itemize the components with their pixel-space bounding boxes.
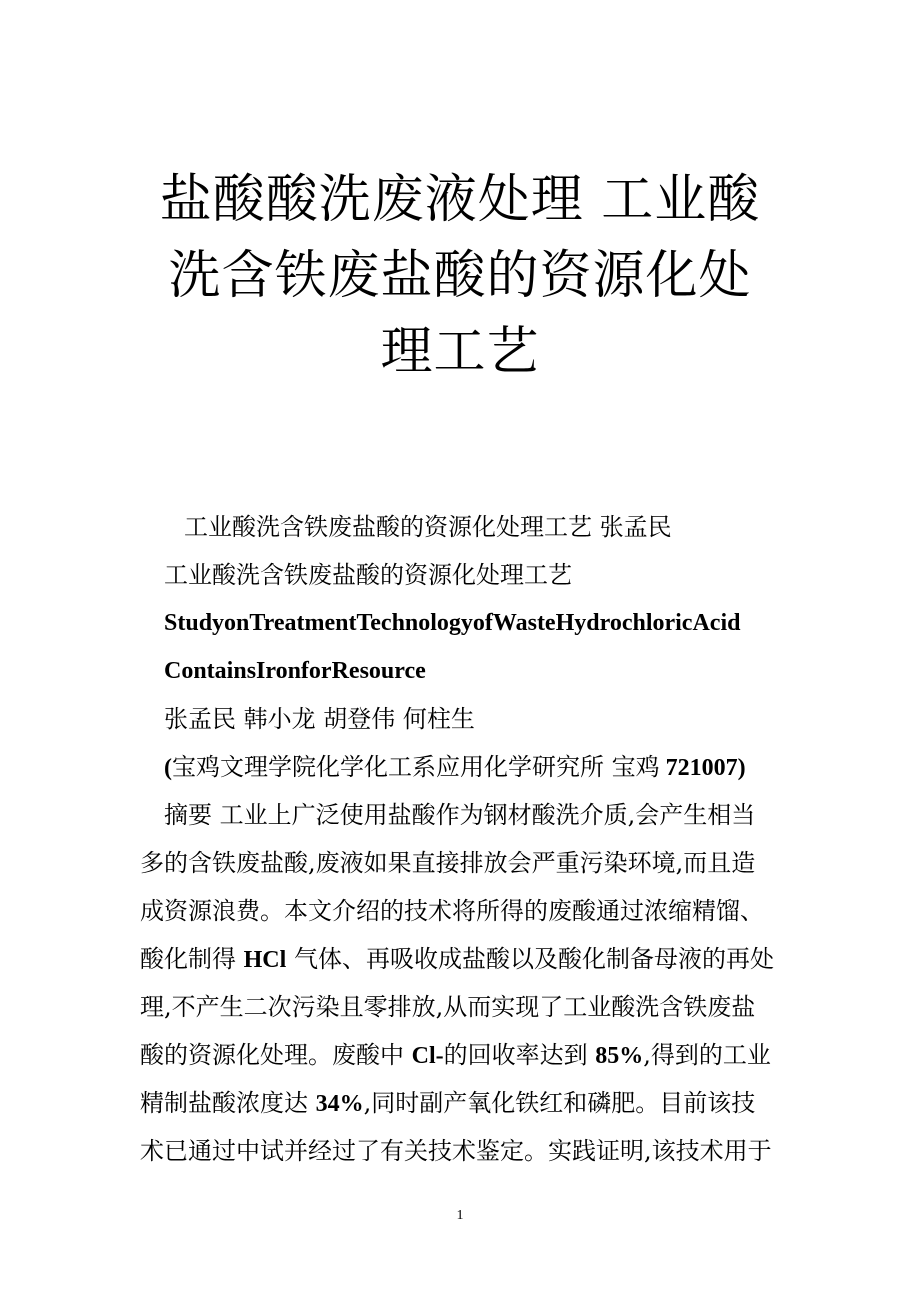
authors: 张孟民 韩小龙 胡登伟 何柱生 xyxy=(164,705,475,733)
affiliation xyxy=(164,752,746,783)
affiliation-open-paren: ( xyxy=(164,755,172,781)
abstract-line-4-part-a: 酸化制得 xyxy=(140,945,244,973)
english-title-line-1: StudyonTreatmentTechnologyofWasteHydrochloricAcid xyxy=(164,610,741,636)
title-line-2: 洗含铁废盐酸的资源化处 xyxy=(168,246,752,306)
document-title xyxy=(120,162,800,390)
header-line: 工业酸洗含铁废盐酸的资源化处理工艺 张孟民 xyxy=(184,513,672,541)
abstract-line-8: 术已通过中试并经过了有关技术鉴定。实践证明,该技术用于 xyxy=(140,1137,772,1165)
abstract-line-6-part-a: 酸的资源化处理。废酸中 xyxy=(140,1041,412,1069)
abstract-line-6-part-c: 的回收率达到 xyxy=(443,1041,596,1069)
abstract-line-6-part-e: ,得到的工业 xyxy=(643,1041,771,1069)
abstract-line-6 xyxy=(140,1040,771,1071)
abstract-line-6-percent: 85% xyxy=(595,1043,644,1069)
abstract-line-3: 成资源浪费。本文介绍的技术将所得的废酸通过浓缩精馏、 xyxy=(140,897,764,925)
affiliation-text: 宝鸡文理学院化学化工系应用化学研究所 宝鸡 xyxy=(172,753,660,781)
abstract-line-4 xyxy=(140,944,774,975)
abstract-line-5: 理,不产生二次污染且零排放,从而实现了工业酸洗含铁废盐 xyxy=(140,993,756,1021)
english-title-line-2: ContainsIronforResource xyxy=(164,658,426,684)
title-line-1: 盐酸酸洗废液处理 工业酸 xyxy=(159,170,761,230)
abstract-line-6-cl: Cl- xyxy=(411,1043,444,1069)
abstract-line-4-part-c: 气体、再吸收成盐酸以及酸化制备母液的再处 xyxy=(286,945,774,973)
abstract-line-7 xyxy=(140,1088,755,1119)
abstract-line-4-hcl: HCl xyxy=(243,947,287,973)
chinese-title: 工业酸洗含铁废盐酸的资源化处理工艺 xyxy=(164,561,572,589)
affiliation-postal-code: 721007) xyxy=(659,755,746,781)
abstract-line-1: 摘要 工业上广泛使用盐酸作为钢材酸洗介质,会产生相当 xyxy=(164,801,756,829)
page-number: 1 xyxy=(456,1208,464,1223)
abstract-line-7-part-a: 精制盐酸浓度达 xyxy=(140,1089,316,1117)
title-line-3: 理工艺 xyxy=(380,322,540,382)
abstract-line-7-part-c: ,同时副产氧化铁红和磷肥。目前该技 xyxy=(363,1089,756,1117)
abstract-line-7-percent: 34% xyxy=(315,1091,364,1117)
abstract-line-2: 多的含铁废盐酸,废液如果直接排放会严重污染环境,而且造 xyxy=(140,849,756,877)
